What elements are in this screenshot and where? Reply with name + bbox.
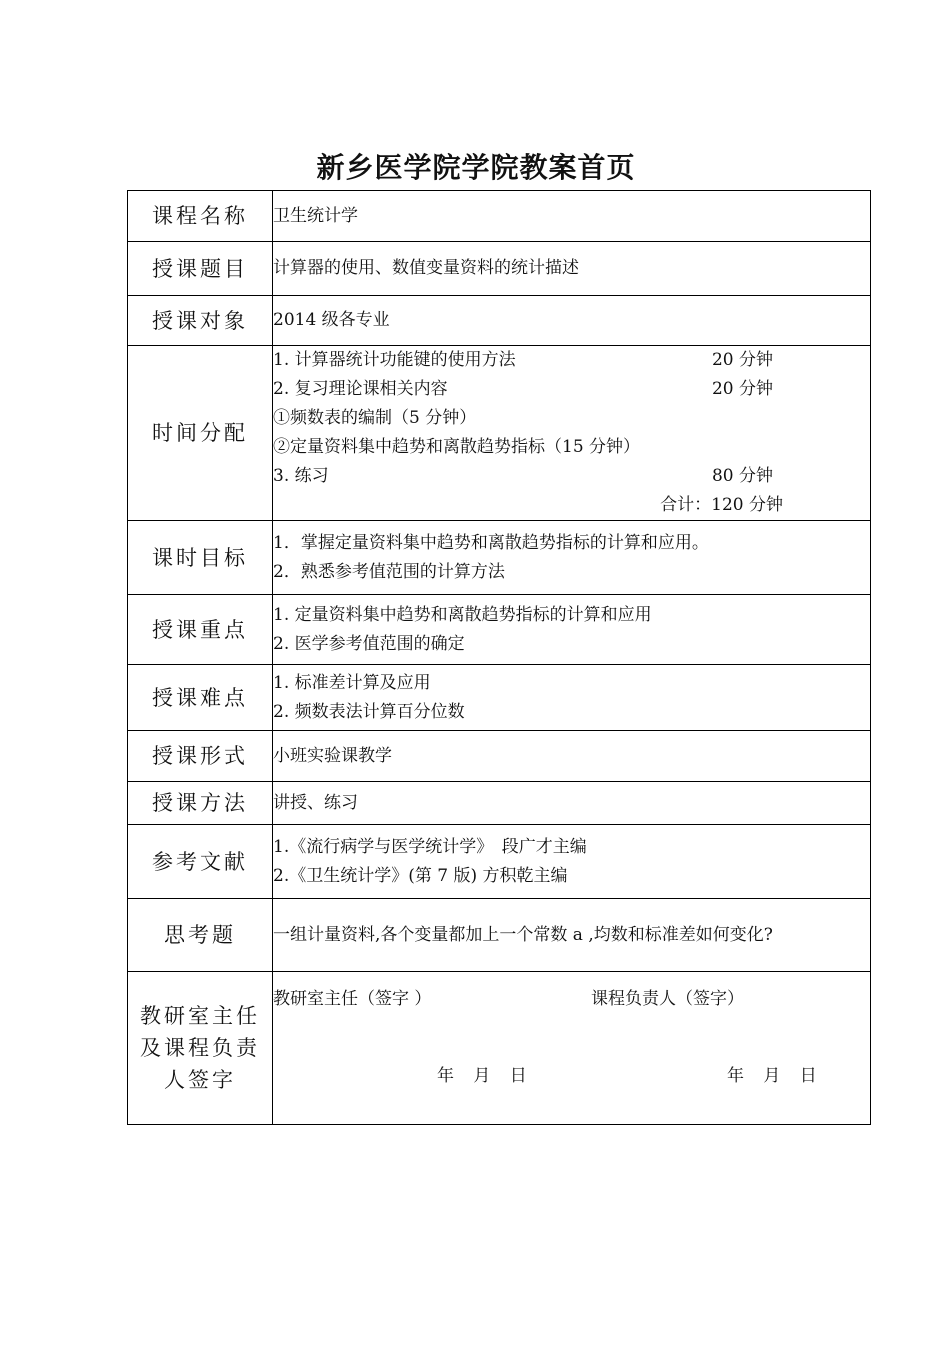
director-date: 年 月 日 xyxy=(437,1066,527,1086)
signature-label-line: 人签字 xyxy=(164,1068,236,1092)
audience-value: 2014 级各专业 xyxy=(273,296,871,346)
signature-content xyxy=(273,972,871,1125)
time-item xyxy=(273,346,773,375)
key-point-line: 1. 定量资料集中趋势和离散趋势指标的计算和应用 xyxy=(273,604,652,625)
key-point-line: 2. 医学参考值范围的确定 xyxy=(273,633,465,654)
signature-titles xyxy=(273,985,870,1014)
time-item-text: 2. 复习理论课相关内容 xyxy=(273,379,448,399)
course-name-value: 卫生统计学 xyxy=(273,191,871,242)
director-signature: 教研室主任（签字 ） xyxy=(273,989,432,1009)
table-row xyxy=(128,665,871,731)
form-value: 小班实验课教学 xyxy=(273,731,871,782)
table-row xyxy=(128,521,871,595)
time-item-text: 3. 练习 xyxy=(273,466,329,486)
time-total: 合计：120 分钟 xyxy=(660,495,783,515)
table-row xyxy=(128,242,871,296)
time-item-text: 1. 计算器统计功能键的使用方法 xyxy=(273,350,516,370)
table-row xyxy=(128,972,871,1125)
difficulties-content xyxy=(273,665,871,731)
objective-line: 1．掌握定量资料集中趋势和离散趋势指标的计算和应用。 xyxy=(273,532,709,553)
time-item-duration: 20 分钟 xyxy=(711,379,773,399)
time-allocation xyxy=(273,346,871,521)
question-value: 一组计量资料,各个变量都加上一个常数 a ,均数和标准差如何变化? xyxy=(273,899,871,972)
time-item-duration: 20 分钟 xyxy=(711,350,773,370)
key-points-content xyxy=(273,595,871,665)
table-row xyxy=(128,825,871,899)
reference-line: 2.《卫生统计学》(第 7 版) 方积乾主编 xyxy=(273,865,568,886)
difficulty-line: 2. 频数表法计算百分位数 xyxy=(273,701,465,722)
difficulty-line: 1. 标准差计算及应用 xyxy=(273,672,431,693)
key-points-label: 授课重点 xyxy=(128,595,273,665)
references-content xyxy=(273,825,871,899)
table-row xyxy=(128,191,871,242)
time-item: ①频数表的编制（5 分钟） xyxy=(273,408,477,428)
signature-label-line: 教研室主任 xyxy=(140,1004,260,1028)
time-item: ②定量资料集中趋势和离散趋势指标（15 分钟） xyxy=(273,437,641,457)
time-item xyxy=(273,375,773,404)
difficulties-label: 授课难点 xyxy=(128,665,273,731)
table-row xyxy=(128,595,871,665)
form-label: 授课形式 xyxy=(128,731,273,782)
time-label: 时间分配 xyxy=(128,346,273,521)
topic-label: 授课题目 xyxy=(128,242,273,296)
table-row xyxy=(128,899,871,972)
signature-dates xyxy=(273,1062,870,1091)
lesson-plan-table xyxy=(127,190,871,1125)
table-row xyxy=(128,346,871,521)
page-title: 新乡医学院学院教案首页 xyxy=(316,151,636,184)
reference-line: 1.《流行病学与医学统计学》 段广才主编 xyxy=(273,836,587,857)
objectives-label: 课时目标 xyxy=(128,521,273,595)
signature-label xyxy=(128,972,273,1125)
table-row xyxy=(128,731,871,782)
references-label: 参考文献 xyxy=(128,825,273,899)
method-label: 授课方法 xyxy=(128,782,273,825)
course-lead-signature: 课程负责人（签字） xyxy=(591,989,744,1009)
question-label: 思考题 xyxy=(128,899,273,972)
topic-value: 计算器的使用、数值变量资料的统计描述 xyxy=(273,242,871,296)
course-name-label: 课程名称 xyxy=(128,191,273,242)
objective-line: 2．熟悉参考值范围的计算方法 xyxy=(273,561,505,582)
time-item-duration: 80 分钟 xyxy=(711,466,773,486)
table-row xyxy=(128,296,871,346)
time-item xyxy=(273,462,773,491)
audience-label: 授课对象 xyxy=(128,296,273,346)
table-row xyxy=(128,782,871,825)
method-value: 讲授、练习 xyxy=(273,782,871,825)
course-lead-date: 年 月 日 xyxy=(727,1066,817,1086)
signature-label-line: 及课程负责 xyxy=(140,1036,260,1060)
objectives-content xyxy=(273,521,871,595)
